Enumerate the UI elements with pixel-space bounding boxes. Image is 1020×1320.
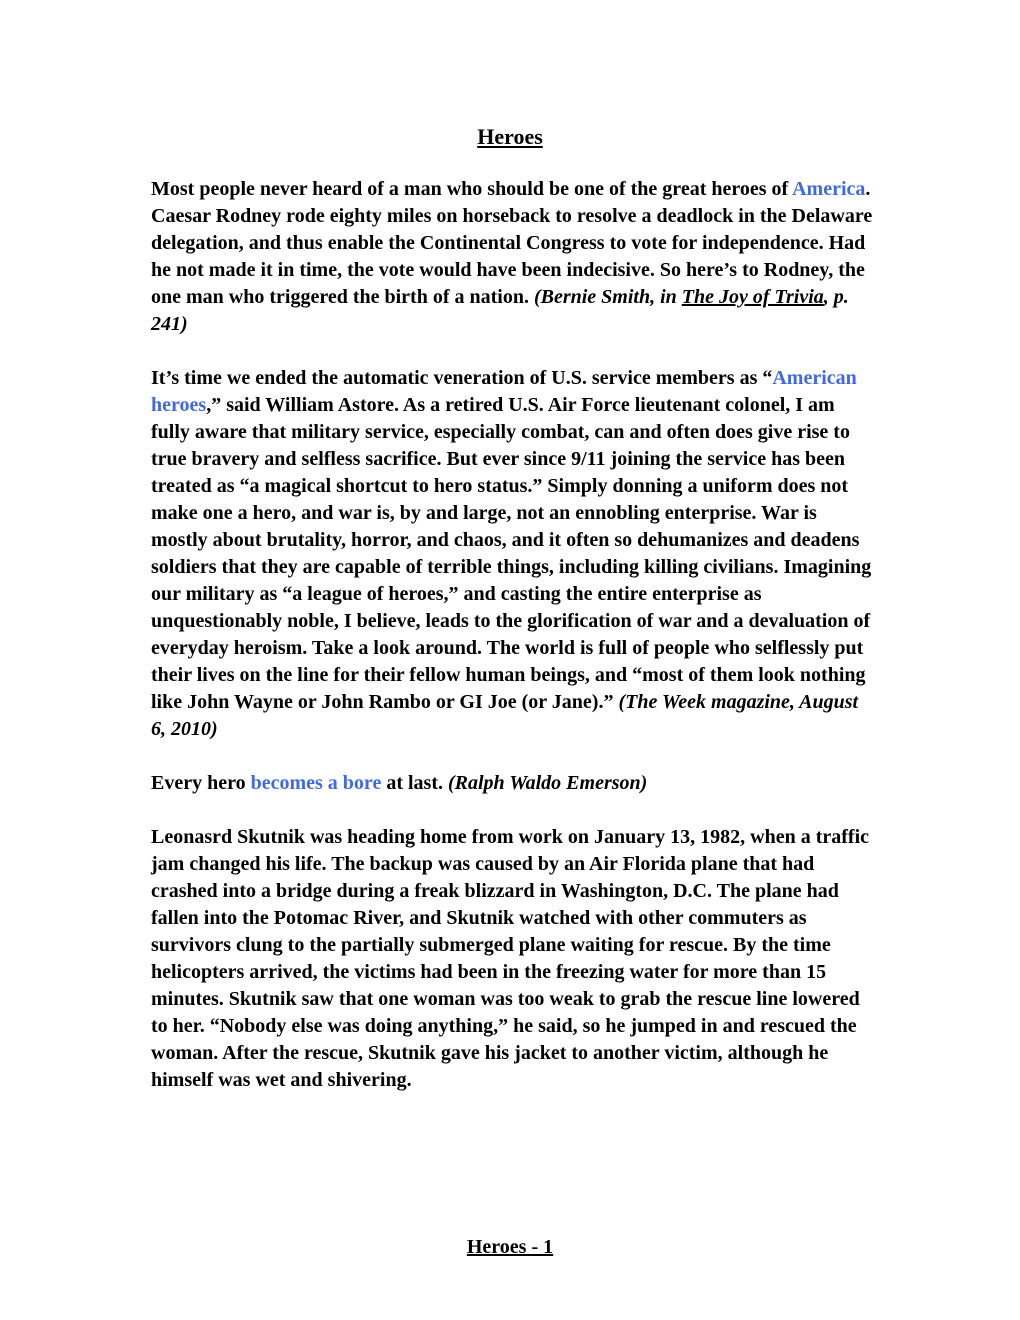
citation-text: , p. 241) <box>151 286 849 335</box>
paragraph-text: . Caesar Rodney rode eighty miles on horseback to resolve a deadlock in the Delaware delegation, and thus enable the Continental Congress to vote for independence. Had he not made it in time, the vote would have been indecisive. So here’s to Rodney, the one man who triggered the birth of a nation. <box>151 178 873 308</box>
paragraph-text: at last. <box>381 772 448 794</box>
paragraph-text: Every hero <box>151 772 251 794</box>
book-title: The Joy of Trivia <box>681 286 824 308</box>
paragraph-rodney <box>151 176 873 338</box>
paragraph-text: Most people never heard of a man who should be one of the great heroes of <box>151 178 793 200</box>
america-link[interactable]: America <box>792 178 866 200</box>
page-title: Heroes <box>477 124 543 149</box>
becomes-a-bore-link[interactable]: becomes a bore <box>250 772 382 794</box>
page-footer: Heroes - 1 <box>466 1236 554 1258</box>
paragraph-text: Leonasrd Skutnik was heading home from work on January 13, 1982, when a traffic jam changed his life. The backup was caused by an Air Florida plane that had crashed into a bridge during a freak blizzard in Washington, D.C. The plane had fallen into the Potomac River, and Skutnik watched with other commuters as survivors clung to the partially submerged plane waiting for rescue. By the time helicopters arrived, the victims had been in the freezing water for more than 15 minutes. Skutnik saw that one woman was too weak to grab the rescue line lowered to her. “Nobody else was doing anything,” he said, so he jumped in and rescued the woman. After the rescue, Skutnik gave his jacket to another victim, although he himself was wet and shivering. <box>151 826 870 1091</box>
paragraph-text: It’s time we ended the automatic veneration of U.S. service members as “ <box>151 367 773 389</box>
citation: (Ralph Waldo Emerson) <box>448 772 648 794</box>
paragraph-skutnik <box>151 824 873 1094</box>
document-body <box>151 176 873 1121</box>
citation: (The Week magazine, August 6, 2010) <box>151 691 859 740</box>
paragraph-emerson <box>151 770 873 797</box>
paragraph-text: ,” said William Astore. As a retired U.S. Air Force lieutenant colonel, I am fully aware that military service, especially combat, can and often does give rise to true bravery and selfless sacrifice. But ever since 9/11 joining the service has been treated as “a magical shortcut to hero status.” Simply donning a uniform does not make one a hero, and war is, by and large, not an ennobling enterprise. War is mostly about brutality, horror, and chaos, and it often so dehumanizes and deadens soldiers that they are capable of terrible things, including killing civilians. Imagining our military as “a league of heroes,” and casting the entire enterprise as unquestionably noble, I believe, leads to the glorification of war and a devaluation of everyday heroism. Take a look around. The world is full of people who selflessly put their lives on the line for their fellow human beings, and “most of them look nothing like John Wayne or John Rambo or GI Joe (or Jane).” <box>151 394 872 713</box>
american-heroes-link[interactable]: American heroes <box>151 367 857 416</box>
citation-text: (Bernie Smith, in <box>533 286 682 308</box>
paragraph-astore <box>151 365 873 743</box>
